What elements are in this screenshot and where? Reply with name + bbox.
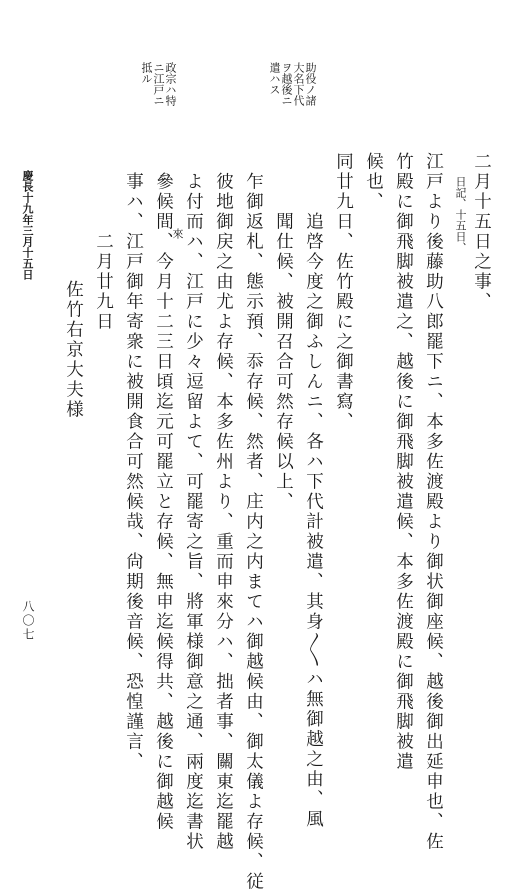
text-line-9: 乍御返札、態示預、忝存候、然者、庄内之内まてハ御越候由、御太儀よ存候、従: [243, 172, 264, 892]
page-number: 八〇七: [21, 600, 35, 642]
headnote-2: 大名下代: [292, 62, 305, 106]
headnote-3: ヲ越後ニ: [280, 62, 293, 106]
text-line-6: 同廿九日、佐竹殿に之御書寫、: [333, 152, 354, 432]
text-line-11: よ付而ハ、江戸に少々逗留よて、可罷寄之旨、將軍様御意之通、兩度迄書状: [183, 172, 204, 852]
text-line-2: 日記、十五日、: [454, 176, 467, 253]
text-line-7: 追啓今度之御ふしんニ、各ハ下代計被遣、其身〳〵ハ無御越之由、風: [303, 212, 324, 830]
text-line-10: 彼地御戻之由尤よ存候、本多佐州より、重而申來分ハ、拙者事、關東迄罷越: [213, 172, 234, 852]
text-line-12: 參候間、今月十二三日頃迄元可罷立と存候、無申迄候得共、越後に御越候: [153, 172, 174, 832]
text-line-15: 佐竹右京大夫様: [63, 280, 84, 420]
headnote-6: ニ江戸ニ: [152, 62, 165, 106]
margin-date: 慶長十九年三月十五日: [21, 170, 34, 280]
text-line-14: 二月廿九日: [93, 232, 114, 332]
headnote-1: 助役ノ諸: [304, 62, 317, 106]
headnote-7: 抵ル: [140, 62, 153, 84]
headnote-4: 遣ハス: [268, 62, 281, 95]
headnote-5: 政宗ハ特: [164, 62, 177, 106]
interlinear-note: 來: [171, 228, 184, 239]
text-line-13: 事ハ、江戸御年寄衆に被開食合可然候哉、尙期後音候、恐惶謹言、: [123, 172, 144, 772]
text-line-4: 竹殿に御飛脚被遣之、越後に御飛脚被遣候、本多佐渡殿に御飛脚被遣: [393, 152, 414, 772]
text-line-8: 聞仕候、被開召合可然存候以上、: [273, 212, 294, 512]
text-line-3: 江戸より後藤助八郎罷下ニ、本多佐渡殿より御状御座候、越後御出延申也、佐: [423, 152, 444, 852]
text-line-5: 候也、: [363, 152, 384, 212]
text-line-1: 二月十五日之事、: [471, 152, 492, 312]
